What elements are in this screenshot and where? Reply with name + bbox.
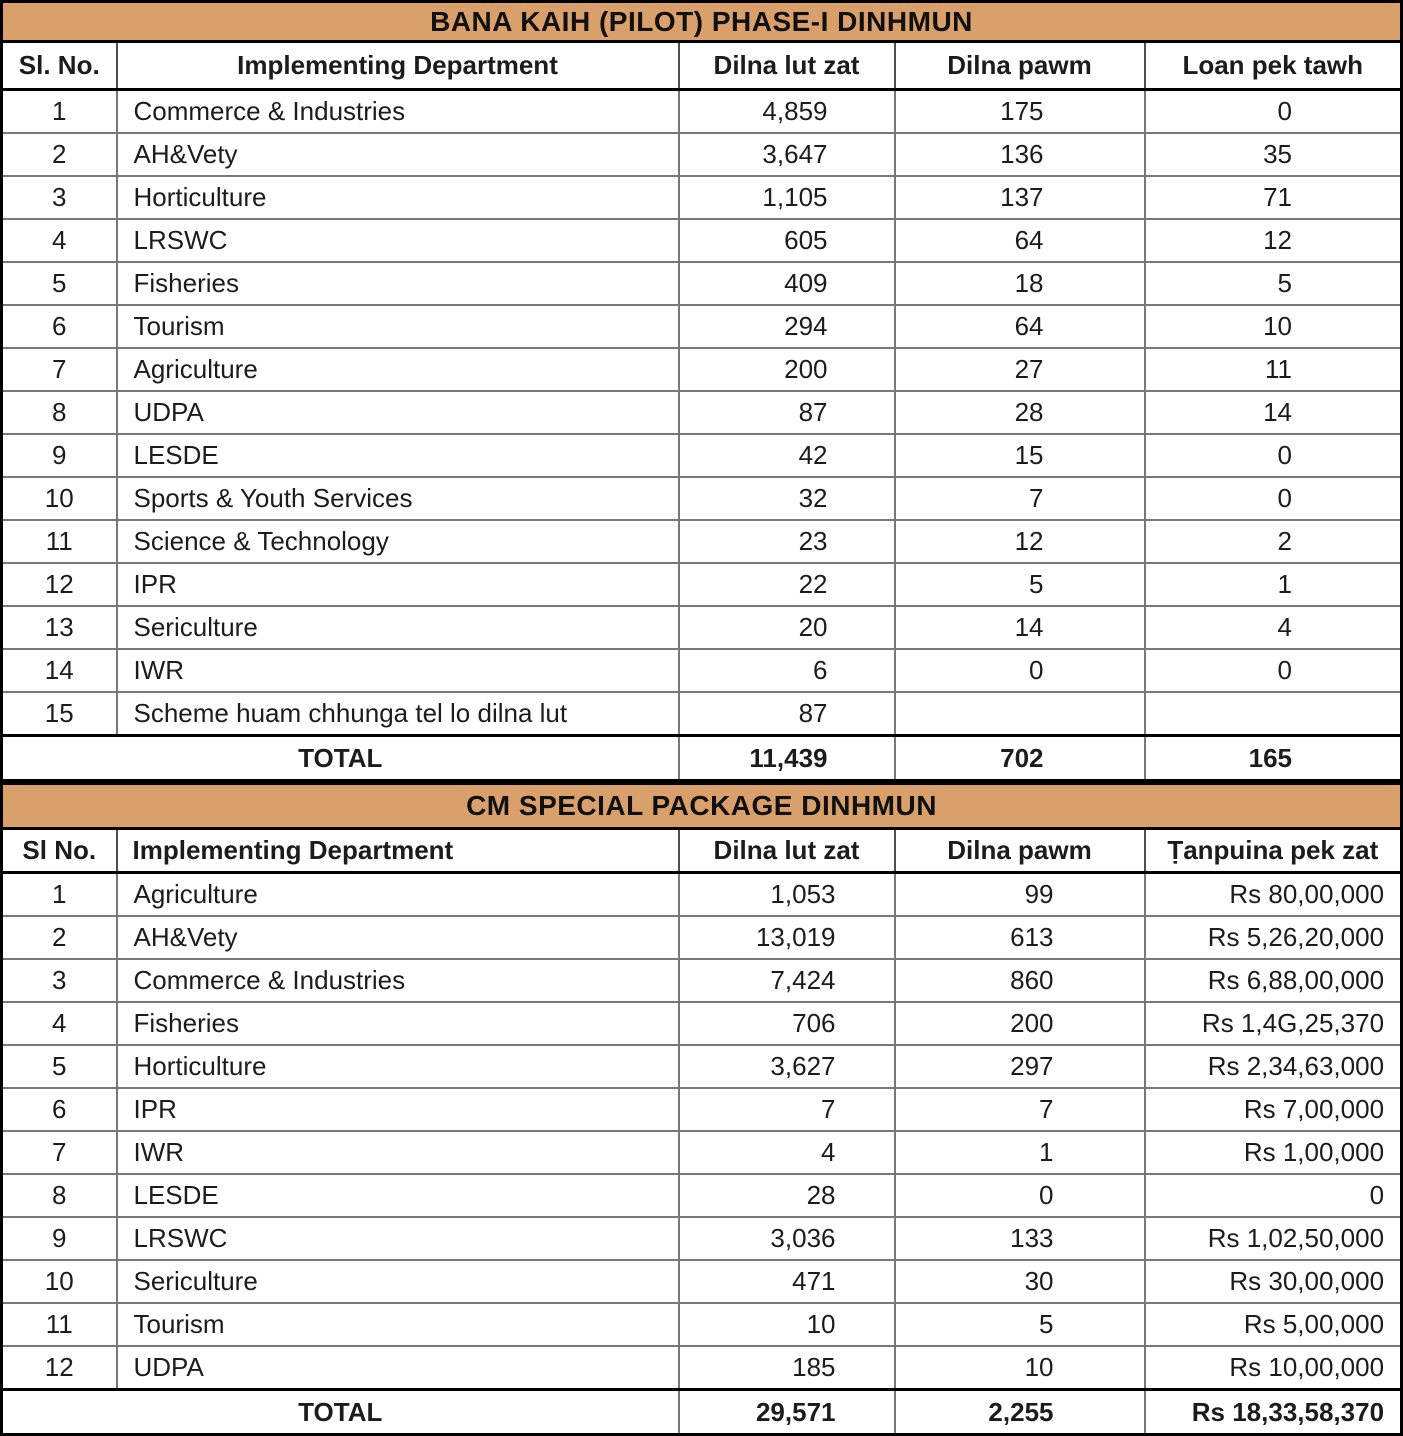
cell-slno: 15 [2, 692, 117, 736]
cell-slno: 4 [2, 1002, 117, 1045]
cell-dilna-pawm: 200 [895, 1002, 1145, 1045]
cell-dilna-lut-zat: 409 [679, 262, 895, 305]
cell-department: Commerce & Industries [117, 959, 679, 1002]
cell-loan-pek-tawh: 0 [1145, 90, 1402, 134]
column-header-department: Implementing Department [117, 42, 679, 90]
cell-dilna-pawm: 136 [895, 133, 1145, 176]
table-row [2, 1303, 1402, 1346]
cell-dilna-pawm: 10 [895, 1346, 1145, 1390]
cell-department: Agriculture [117, 348, 679, 391]
cell-loan-pek-tawh: 0 [1145, 434, 1402, 477]
table-row [2, 959, 1402, 1002]
cell-department: IPR [117, 563, 679, 606]
cell-dilna-lut-zat: 185 [679, 1346, 895, 1390]
cell-loan-pek-tawh: 4 [1145, 606, 1402, 649]
total-label: TOTAL [2, 736, 679, 781]
table-row [2, 262, 1402, 305]
column-header-dilna-pawm: Dilna pawm [895, 42, 1145, 90]
cell-slno: 11 [2, 520, 117, 563]
cell-dilna-lut-zat: 471 [679, 1260, 895, 1303]
table-row [2, 649, 1402, 692]
section2-title: CM SPECIAL PACKAGE DINHMUN [2, 784, 1402, 829]
table-row [2, 1131, 1402, 1174]
cell-loan-pek-tawh: 0 [1145, 649, 1402, 692]
table-row [2, 1002, 1402, 1045]
cell-tanpuina-pek-zat: Rs 1,02,50,000 [1145, 1217, 1402, 1260]
cell-loan-pek-tawh: 1 [1145, 563, 1402, 606]
cell-department: Scheme huam chhunga tel lo dilna lut [117, 692, 679, 736]
cell-slno: 12 [2, 563, 117, 606]
cell-dilna-lut-zat: 294 [679, 305, 895, 348]
table-row [2, 1045, 1402, 1088]
cell-dilna-lut-zat: 1,053 [679, 873, 895, 917]
cell-slno: 13 [2, 606, 117, 649]
column-header-dilna-lut-zat: Dilna lut zat [679, 42, 895, 90]
cell-loan-pek-tawh: 0 [1145, 477, 1402, 520]
cell-department: LESDE [117, 434, 679, 477]
cell-department: Horticulture [117, 176, 679, 219]
column-header-slno: Sl No. [2, 829, 117, 873]
cell-dilna-lut-zat: 4 [679, 1131, 895, 1174]
cell-slno: 2 [2, 916, 117, 959]
total-dilna-pawm: 2,255 [895, 1390, 1145, 1435]
table-row [2, 305, 1402, 348]
column-header-department: Implementing Department [117, 829, 679, 873]
cell-loan-pek-tawh: 12 [1145, 219, 1402, 262]
cell-dilna-lut-zat: 4,859 [679, 90, 895, 134]
table-row [2, 1346, 1402, 1390]
table-row [2, 563, 1402, 606]
cell-slno: 8 [2, 391, 117, 434]
cell-department: Tourism [117, 1303, 679, 1346]
cell-dilna-pawm: 99 [895, 873, 1145, 917]
total-dilna-lut-zat: 11,439 [679, 736, 895, 781]
cell-slno: 11 [2, 1303, 117, 1346]
table-row [2, 176, 1402, 219]
cell-dilna-lut-zat: 3,647 [679, 133, 895, 176]
table-row [2, 477, 1402, 520]
cell-slno: 3 [2, 176, 117, 219]
cell-dilna-pawm: 613 [895, 916, 1145, 959]
cell-dilna-pawm: 18 [895, 262, 1145, 305]
cell-loan-pek-tawh: 11 [1145, 348, 1402, 391]
cell-slno: 4 [2, 219, 117, 262]
cell-tanpuina-pek-zat: 0 [1145, 1174, 1402, 1217]
cell-loan-pek-tawh: 2 [1145, 520, 1402, 563]
cell-tanpuina-pek-zat: Rs 1,00,000 [1145, 1131, 1402, 1174]
cell-department: Fisheries [117, 262, 679, 305]
table-row [2, 606, 1402, 649]
cell-dilna-lut-zat: 32 [679, 477, 895, 520]
cell-dilna-lut-zat: 10 [679, 1303, 895, 1346]
table-row [2, 1260, 1402, 1303]
cell-dilna-lut-zat: 7,424 [679, 959, 895, 1002]
cell-loan-pek-tawh [1145, 692, 1402, 736]
cell-slno: 5 [2, 1045, 117, 1088]
cell-tanpuina-pek-zat: Rs 10,00,000 [1145, 1346, 1402, 1390]
cell-loan-pek-tawh: 14 [1145, 391, 1402, 434]
cell-slno: 7 [2, 1131, 117, 1174]
cell-dilna-pawm: 5 [895, 563, 1145, 606]
cell-department: Science & Technology [117, 520, 679, 563]
cell-dilna-lut-zat: 605 [679, 219, 895, 262]
cell-department: LRSWC [117, 1217, 679, 1260]
cell-dilna-lut-zat: 87 [679, 391, 895, 434]
cell-dilna-lut-zat: 23 [679, 520, 895, 563]
cm-special-package-table [0, 782, 1403, 1436]
cell-tanpuina-pek-zat: Rs 5,26,20,000 [1145, 916, 1402, 959]
cell-slno: 2 [2, 133, 117, 176]
cell-dilna-lut-zat: 1,105 [679, 176, 895, 219]
table-row [2, 1174, 1402, 1217]
table-row [2, 434, 1402, 477]
table-row [2, 916, 1402, 959]
cell-dilna-pawm: 1 [895, 1131, 1145, 1174]
cell-slno: 3 [2, 959, 117, 1002]
table-row [2, 219, 1402, 262]
cell-tanpuina-pek-zat: Rs 6,88,00,000 [1145, 959, 1402, 1002]
cell-dilna-lut-zat: 20 [679, 606, 895, 649]
total-loan-pek-tawh: 165 [1145, 736, 1402, 781]
table-row [2, 133, 1402, 176]
cell-tanpuina-pek-zat: Rs 80,00,000 [1145, 873, 1402, 917]
cell-department: AH&Vety [117, 133, 679, 176]
table-row [2, 1088, 1402, 1131]
cell-department: Sericulture [117, 1260, 679, 1303]
section-banner [2, 784, 1402, 829]
cell-dilna-pawm: 14 [895, 606, 1145, 649]
cell-loan-pek-tawh: 5 [1145, 262, 1402, 305]
cell-dilna-pawm: 5 [895, 1303, 1145, 1346]
cell-dilna-pawm: 7 [895, 1088, 1145, 1131]
cell-dilna-pawm: 860 [895, 959, 1145, 1002]
cell-department: LESDE [117, 1174, 679, 1217]
cell-dilna-pawm: 12 [895, 520, 1145, 563]
cell-dilna-lut-zat: 6 [679, 649, 895, 692]
cell-dilna-pawm: 28 [895, 391, 1145, 434]
cell-dilna-pawm: 30 [895, 1260, 1145, 1303]
cell-loan-pek-tawh: 71 [1145, 176, 1402, 219]
column-header-row [2, 829, 1402, 873]
cell-department: Sericulture [117, 606, 679, 649]
column-header-slno: Sl. No. [2, 42, 117, 90]
cell-tanpuina-pek-zat: Rs 5,00,000 [1145, 1303, 1402, 1346]
cell-department: Agriculture [117, 873, 679, 917]
cell-dilna-lut-zat: 42 [679, 434, 895, 477]
total-dilna-pawm: 702 [895, 736, 1145, 781]
cell-tanpuina-pek-zat: Rs 2,34,63,000 [1145, 1045, 1402, 1088]
cell-dilna-pawm [895, 692, 1145, 736]
cell-slno: 9 [2, 434, 117, 477]
cell-dilna-pawm: 64 [895, 305, 1145, 348]
cell-dilna-pawm: 133 [895, 1217, 1145, 1260]
cell-dilna-lut-zat: 706 [679, 1002, 895, 1045]
cell-department: Sports & Youth Services [117, 477, 679, 520]
table-row [2, 873, 1402, 917]
column-header-tanpuina-pek-zat: Ṭanpuina pek zat [1145, 829, 1402, 873]
cell-dilna-lut-zat: 13,019 [679, 916, 895, 959]
cell-slno: 9 [2, 1217, 117, 1260]
total-row [2, 1390, 1402, 1435]
cell-department: Fisheries [117, 1002, 679, 1045]
column-header-dilna-pawm: Dilna pawm [895, 829, 1145, 873]
cell-dilna-pawm: 0 [895, 1174, 1145, 1217]
table-row [2, 520, 1402, 563]
table-row [2, 692, 1402, 736]
cell-department: AH&Vety [117, 916, 679, 959]
cell-department: IWR [117, 649, 679, 692]
cell-dilna-lut-zat: 3,036 [679, 1217, 895, 1260]
cell-slno: 6 [2, 305, 117, 348]
table-row [2, 348, 1402, 391]
cell-loan-pek-tawh: 10 [1145, 305, 1402, 348]
cell-dilna-pawm: 64 [895, 219, 1145, 262]
cell-slno: 10 [2, 1260, 117, 1303]
table-row [2, 1217, 1402, 1260]
cell-slno: 10 [2, 477, 117, 520]
cell-slno: 6 [2, 1088, 117, 1131]
total-tanpuina-pek-zat: Rs 18,33,58,370 [1145, 1390, 1402, 1435]
column-header-loan-pek-tawh: Loan pek tawh [1145, 42, 1402, 90]
cell-department: Tourism [117, 305, 679, 348]
cell-slno: 7 [2, 348, 117, 391]
cell-dilna-lut-zat: 3,627 [679, 1045, 895, 1088]
table-row [2, 90, 1402, 134]
cell-department: LRSWC [117, 219, 679, 262]
cell-dilna-pawm: 15 [895, 434, 1145, 477]
cell-dilna-pawm: 175 [895, 90, 1145, 134]
cell-slno: 1 [2, 90, 117, 134]
cell-dilna-lut-zat: 7 [679, 1088, 895, 1131]
total-label: TOTAL [2, 1390, 679, 1435]
cell-slno: 12 [2, 1346, 117, 1390]
cell-tanpuina-pek-zat: Rs 7,00,000 [1145, 1088, 1402, 1131]
cell-dilna-pawm: 7 [895, 477, 1145, 520]
section-banner [2, 2, 1402, 42]
table-row [2, 391, 1402, 434]
cell-dilna-lut-zat: 87 [679, 692, 895, 736]
cell-department: IPR [117, 1088, 679, 1131]
cell-dilna-pawm: 137 [895, 176, 1145, 219]
cell-department: Commerce & Industries [117, 90, 679, 134]
cell-dilna-lut-zat: 28 [679, 1174, 895, 1217]
cell-department: UDPA [117, 1346, 679, 1390]
column-header-row [2, 42, 1402, 90]
cell-dilna-lut-zat: 22 [679, 563, 895, 606]
cell-dilna-pawm: 0 [895, 649, 1145, 692]
cell-tanpuina-pek-zat: Rs 30,00,000 [1145, 1260, 1402, 1303]
cell-department: IWR [117, 1131, 679, 1174]
total-row [2, 736, 1402, 781]
cell-slno: 1 [2, 873, 117, 917]
cell-dilna-pawm: 297 [895, 1045, 1145, 1088]
cell-tanpuina-pek-zat: Rs 1,4G,25,370 [1145, 1002, 1402, 1045]
cell-slno: 8 [2, 1174, 117, 1217]
cell-slno: 5 [2, 262, 117, 305]
section1-title: BANA KAIH (PILOT) PHASE-I DINHMUN [2, 2, 1402, 42]
total-dilna-lut-zat: 29,571 [679, 1390, 895, 1435]
cell-dilna-lut-zat: 200 [679, 348, 895, 391]
cell-loan-pek-tawh: 35 [1145, 133, 1402, 176]
cell-department: Horticulture [117, 1045, 679, 1088]
cell-slno: 14 [2, 649, 117, 692]
cell-dilna-pawm: 27 [895, 348, 1145, 391]
column-header-dilna-lut-zat: Dilna lut zat [679, 829, 895, 873]
cell-department: UDPA [117, 391, 679, 434]
